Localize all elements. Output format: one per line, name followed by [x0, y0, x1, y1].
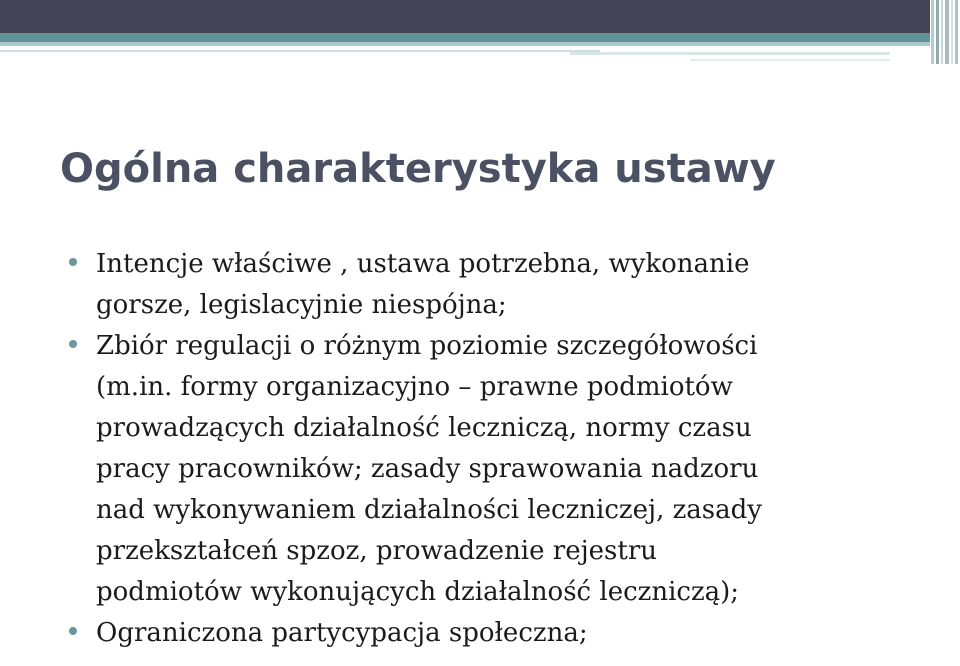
- edge-stripe: [955, 0, 958, 64]
- bullet-line: podmiotów wykonujących działalność leczniczą);: [96, 577, 740, 607]
- bullet-line: (m.in. formy organizacyjno – prawne podmiotów: [96, 372, 733, 402]
- edge-stripe: [941, 0, 943, 64]
- edge-stripe: [931, 0, 934, 64]
- bullet-line: pracy pracowników; zasady sprawowania nadzoru: [96, 454, 759, 484]
- bullet-line: Zbiór regulacji o różnym poziomie szczegółowości: [96, 331, 758, 361]
- bullet-line: prowadzących działalność leczniczą, normy czasu: [96, 413, 752, 443]
- bullet-dot-icon: [69, 258, 77, 266]
- bullet-item: [64, 244, 944, 326]
- slide-title: Ogólna charakterystyka ustawy: [60, 146, 776, 192]
- header-bar-light: [0, 42, 930, 46]
- header-accent-line: [570, 52, 890, 55]
- header-accent-line: [0, 50, 600, 52]
- edge-stripe: [936, 0, 939, 64]
- bullet-list: [64, 244, 944, 654]
- bullet-dot-icon: [69, 340, 77, 348]
- bullet-line: Ograniczona partycypacja społeczna;: [96, 618, 588, 648]
- edge-stripe: [945, 0, 949, 64]
- bullet-item: [64, 613, 944, 654]
- header-bar-dark: [0, 0, 930, 33]
- bullet-line: Intencje właściwe , ustawa potrzebna, wykonanie: [96, 249, 750, 279]
- bullet-item: [64, 326, 944, 613]
- bullet-line: gorsze, legislacyjnie niespójna;: [96, 290, 507, 320]
- edge-stripe: [951, 0, 953, 64]
- bullet-line: nad wykonywaniem działalności leczniczej, zasady: [96, 495, 762, 525]
- header-bar-teal: [0, 33, 930, 42]
- bullet-dot-icon: [69, 627, 77, 635]
- header-accent-line: [690, 59, 890, 61]
- bullet-line: przekształceń spzoz, prowadzenie rejestru: [96, 536, 658, 566]
